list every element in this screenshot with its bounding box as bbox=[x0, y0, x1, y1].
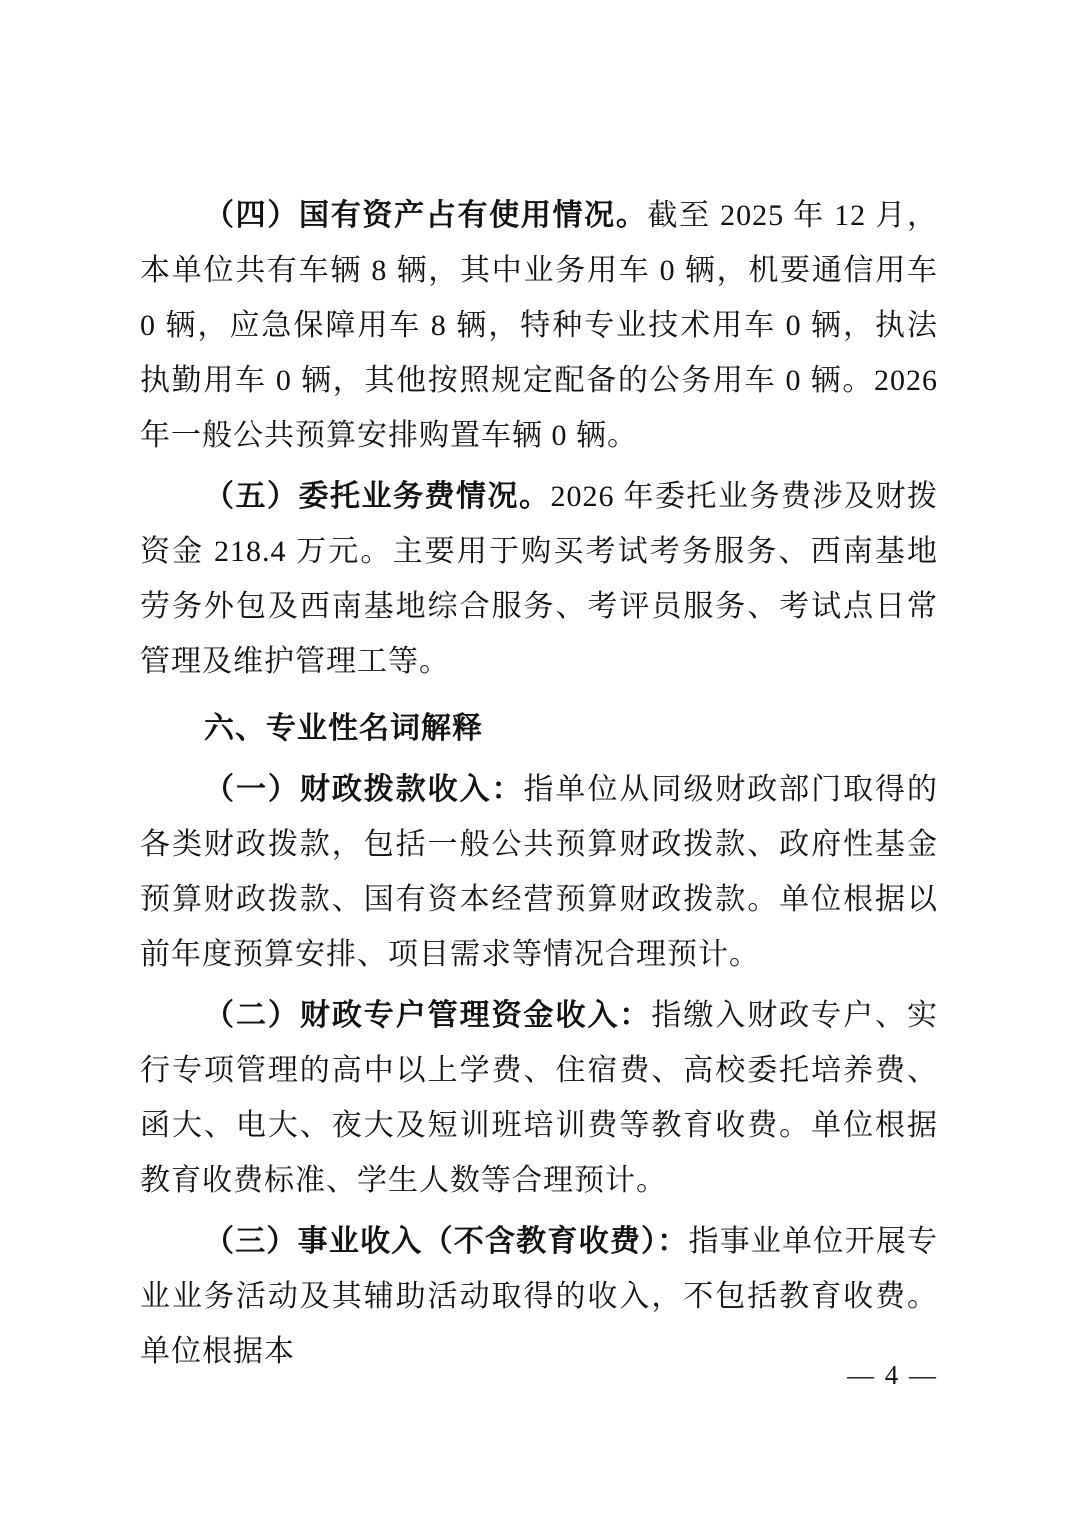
paragraph-fiscal-appropriation-lead: （一）财政拨款收入： bbox=[204, 773, 524, 806]
page-number: — 4 — bbox=[847, 1360, 938, 1390]
paragraph-fiscal-appropriation-text: 指单位从同级财政部门取得的各类财政拨款，包括一般公共预算财政拨款、政府性基金预算财政拨款、国有资本经营预算财政拨款。单位根据以前年度预算安排、项目需求等情况合理预计。 bbox=[140, 773, 939, 971]
section-heading-glossary: 六、专业性名词解释 bbox=[204, 712, 483, 745]
paragraph-business-income-text: 指事业单位开展专业业务活动及其辅助活动取得的收入，不包括教育收费。单位根据本 bbox=[140, 1225, 939, 1368]
paragraph-fiscal-appropriation bbox=[140, 762, 938, 982]
paragraph-state-assets-lead: （四）国有资产占有使用情况。 bbox=[204, 199, 648, 232]
paragraph-fiscal-account-lead: （二）财政专户管理资金收入： bbox=[204, 999, 652, 1032]
paragraph-entrusted-fees bbox=[140, 469, 938, 689]
paragraph-business-income-lead: （三）事业收入（不含教育收费）： bbox=[204, 1225, 689, 1258]
paragraph-entrusted-fees-lead: （五）委托业务费情况。 bbox=[204, 480, 551, 513]
paragraph-business-income bbox=[140, 1214, 938, 1379]
paragraph-entrusted-fees-text: 2026 年委托业务费涉及财拨资金 218.4 万元。主要用于购买考试考务服务、西南基地劳务外包及西南基地综合服务、考评员服务、考试点日常管理及维护管理工等。 bbox=[140, 480, 938, 678]
paragraph-state-assets-text: 截至 2025 年 12 月，本单位共有车辆 8 辆，其中业务用车 0 辆，机要通信用车 0 辆，应急保障用车 8 辆，特种专业技术用车 0 辆，执法执勤用车 0 辆，其他按照规定配备的公务用车 0 辆。2026 年一般公共预算安排购置车辆 0 辆。 bbox=[140, 199, 939, 452]
document-body bbox=[140, 188, 938, 1379]
paragraph-state-assets bbox=[140, 188, 938, 463]
paragraph-fiscal-account bbox=[140, 988, 938, 1208]
paragraph-fiscal-account-text: 指缴入财政专户、实行专项管理的高中以上学费、住宿费、高校委托培养费、函大、电大、夜大及短训班培训费等教育收费。单位根据教育收费标准、学生人数等合理预计。 bbox=[140, 999, 939, 1197]
